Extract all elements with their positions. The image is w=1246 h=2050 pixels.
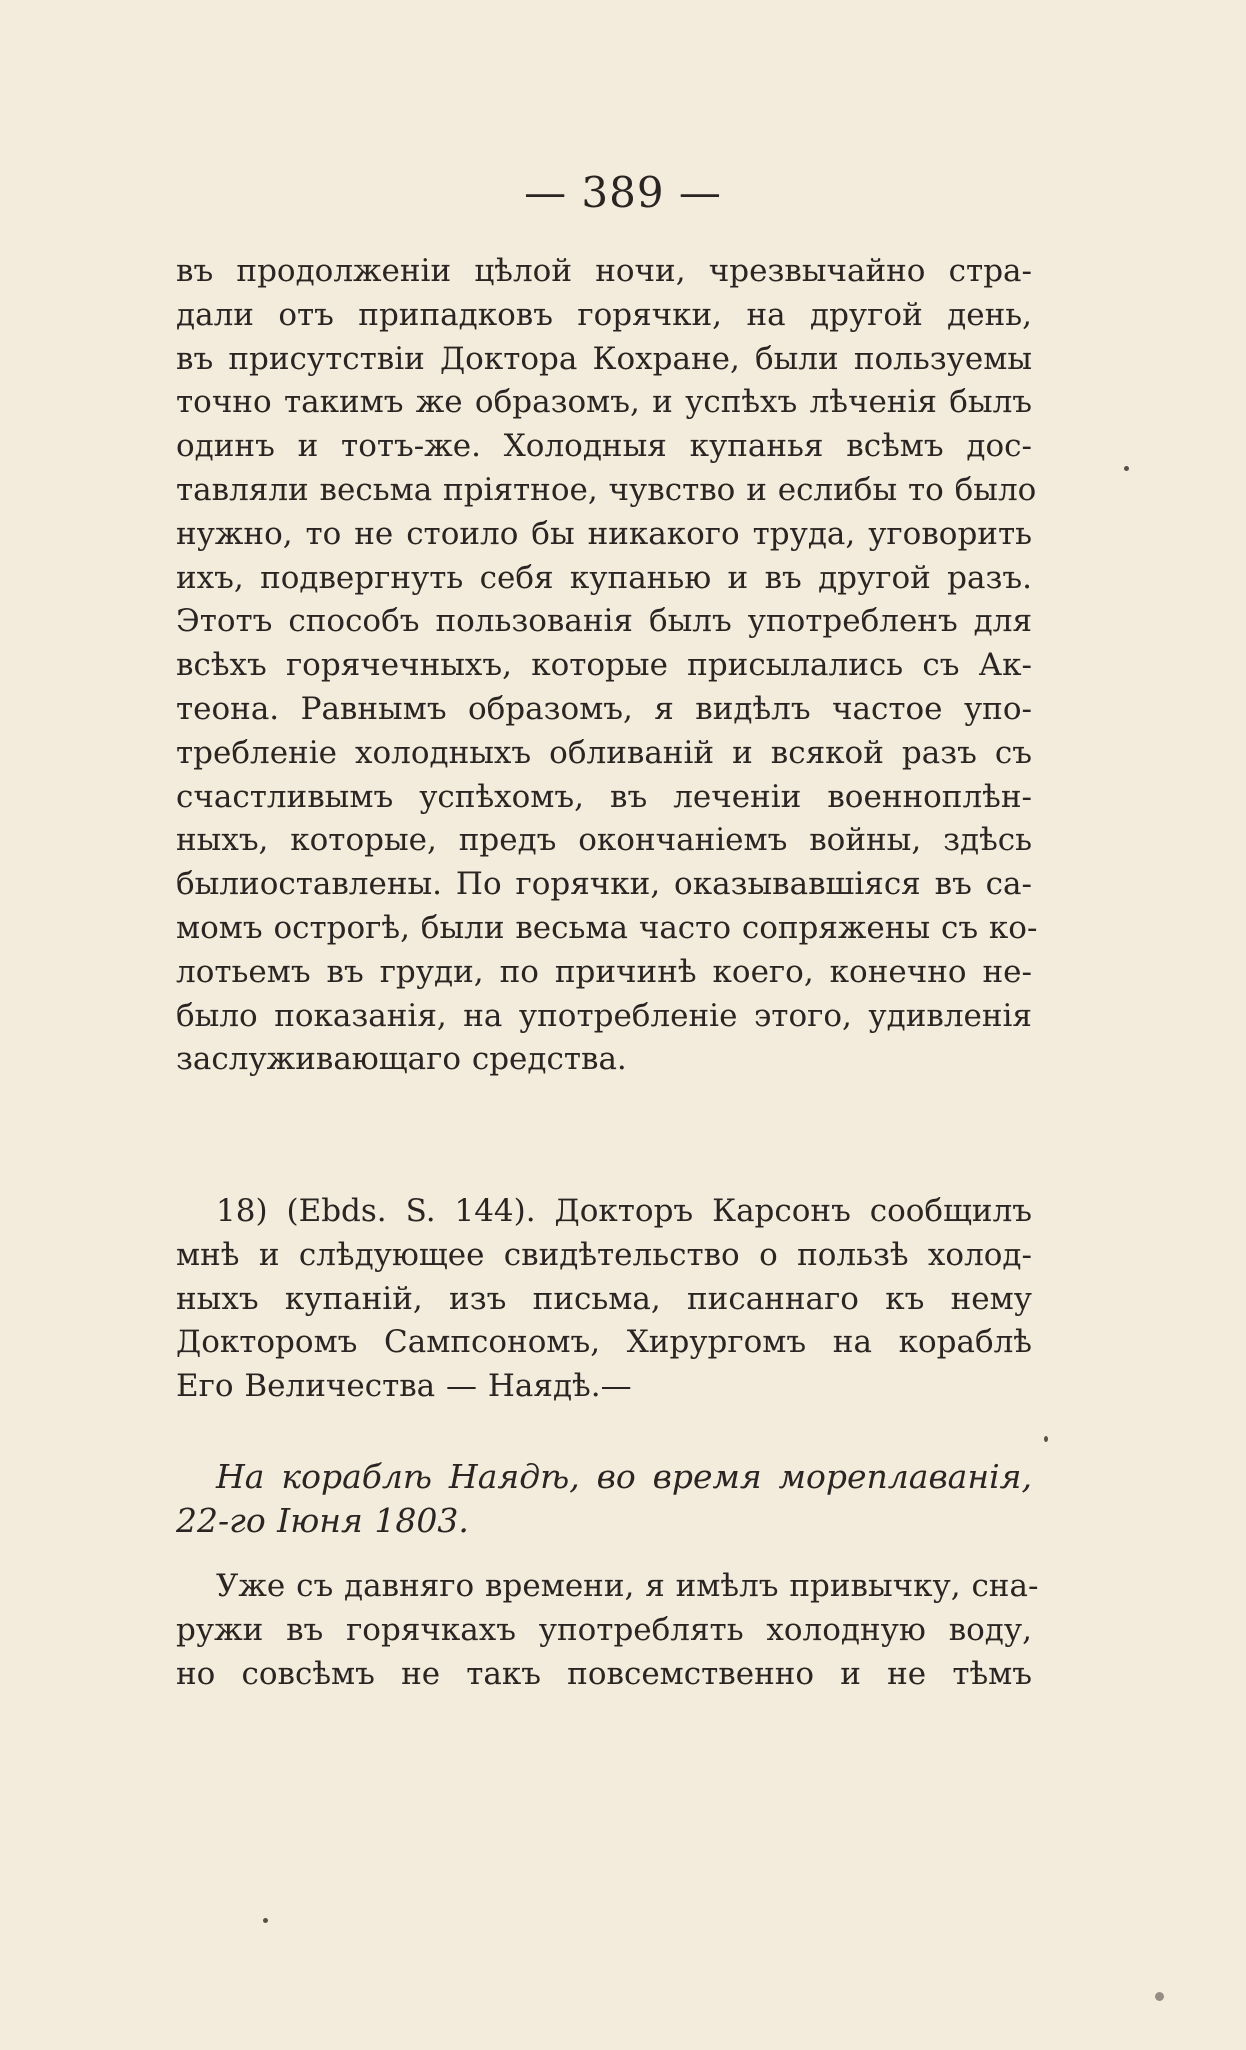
text-line: момъ острогѣ, были весьма часто сопряжены съ ко- bbox=[176, 909, 1038, 946]
text-line: 22-го Іюня 1803. bbox=[176, 1500, 469, 1540]
paragraph-2 bbox=[176, 1190, 1032, 1409]
text-line: было показанія, на употребленіе этого, удивленія bbox=[176, 997, 1032, 1034]
text-line: Этотъ способъ пользованія былъ употребленъ для bbox=[176, 603, 1032, 640]
text-line: былиоставлены. По горячки, оказывавшіяся въ са- bbox=[176, 866, 1032, 903]
text-line: заслуживающаго средства. bbox=[176, 1041, 627, 1078]
paragraph-3 bbox=[176, 1565, 1039, 1696]
text-line: нужно, то не стоило бы никакого труда, уговорить bbox=[176, 515, 1032, 552]
text-line: счастливымъ успѣхомъ, въ леченіи военноплѣн- bbox=[176, 778, 1032, 815]
text-line: ружи въ горячкахъ употреблять холодную воду, bbox=[176, 1611, 1032, 1648]
letter-heading bbox=[176, 1455, 1032, 1543]
paper-speck bbox=[263, 1918, 268, 1923]
text-line: Его Величества — Наядѣ.— bbox=[176, 1368, 632, 1405]
text-line: ныхъ купаній, изъ письма, писаннаго къ нему bbox=[176, 1280, 1032, 1317]
paper-speck bbox=[1124, 466, 1129, 471]
text-line: мнѣ и слѣдующее свидѣтельство о пользѣ холод- bbox=[176, 1236, 1032, 1273]
text-line: дали отъ припадковъ горячки, на другой день, bbox=[176, 296, 1032, 333]
text-line: ихъ, подвергнуть себя купанью и въ другой разъ. bbox=[176, 559, 1032, 596]
text-line: На кораблѣ Наядѣ, во время мореплаванія, bbox=[216, 1457, 1032, 1496]
text-line: Уже съ давняго времени, я имѣлъ привычку, сна- bbox=[216, 1568, 1039, 1604]
text-line: всѣхъ горячечныхъ, которые присылались съ Ак- bbox=[176, 647, 1032, 684]
text-line: одинъ и тотъ-же. Холодныя купанья всѣмъ дос- bbox=[176, 428, 1032, 465]
text-line: лотьемъ въ груди, по причинѣ коего, конечно не- bbox=[176, 953, 1032, 990]
text-line: тавляли весьма пріятное, чувство и еслибы то было bbox=[176, 471, 1037, 508]
text-line: въ продолженіи цѣлой ночи, чрезвычайно стра- bbox=[176, 253, 1032, 289]
text-line: 18) (Ebds. S. 144). Докторъ Карсонъ сообщилъ bbox=[216, 1193, 1032, 1229]
text-line: теона. Равнымъ образомъ, я видѣлъ частое упо- bbox=[176, 690, 1032, 727]
text-line: точно такимъ же образомъ, и успѣхъ лѣченія былъ bbox=[176, 384, 1032, 421]
text-line: ныхъ, которые, предъ окончаніемъ войны, здѣсь bbox=[176, 822, 1032, 859]
page-number: — 389 — bbox=[524, 168, 722, 217]
paper-speck bbox=[1044, 1436, 1048, 1442]
text-line: но совсѣмъ не такъ повсемственно и не тѣмъ bbox=[176, 1655, 1032, 1692]
paper-speck bbox=[1155, 1992, 1164, 2001]
text-line: въ присутствіи Доктора Кохране, были пользуемы bbox=[176, 340, 1032, 377]
paragraph-1 bbox=[176, 250, 1038, 1082]
text-line: требленіе холодныхъ обливаній и всякой разъ съ bbox=[176, 734, 1032, 771]
text-line: Докторомъ Сампсономъ, Хирургомъ на кораблѣ bbox=[176, 1324, 1032, 1361]
